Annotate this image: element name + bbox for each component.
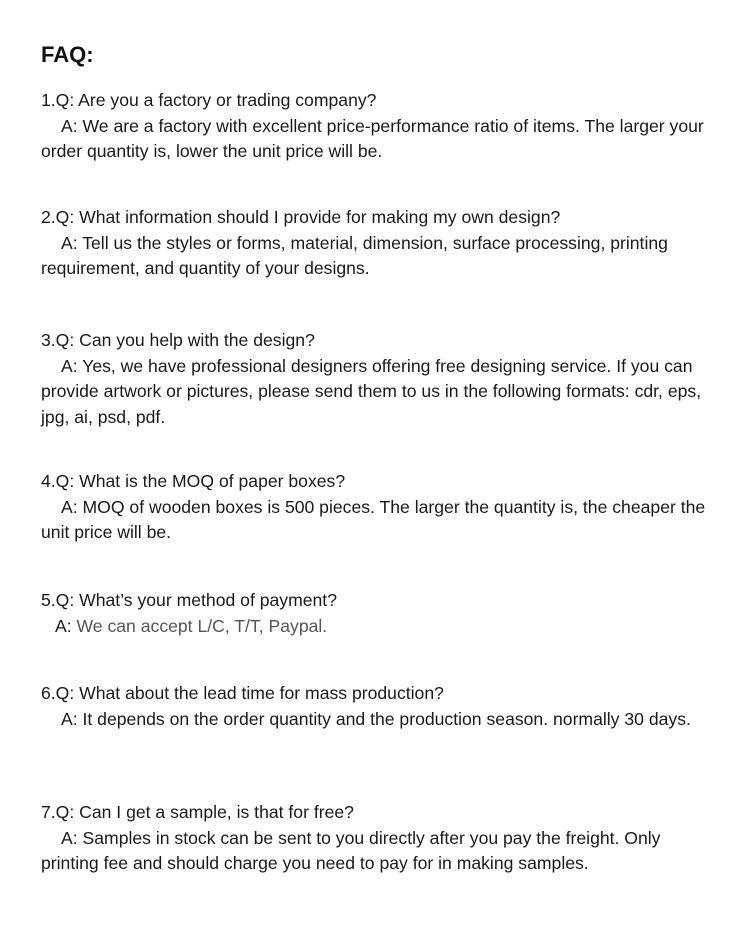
faq-answer — [41, 231, 713, 282]
faq-answer — [41, 826, 713, 877]
faq-answer — [41, 614, 713, 640]
answer-text: Yes, we have professional designers offering free designing service. If you can provide artwork or pictures, please send them to us in the following formats: cdr, eps, jpg, ai, psd, pdf. — [41, 355, 702, 427]
faq-item — [41, 205, 713, 282]
answer-prefix: A: — [55, 615, 72, 636]
faq-question: 4.Q: What is the MOQ of paper boxes? — [41, 471, 346, 491]
faq-question: 3.Q: Can you help with the design? — [41, 330, 315, 350]
faq-answer — [41, 495, 713, 546]
answer-text: It depends on the order quantity and the production season. normally 30 days. — [82, 708, 691, 729]
faq-answer — [41, 707, 713, 733]
answer-prefix: A: — [61, 496, 78, 517]
faq-question: 2.Q: What information should I provide for making my own design? — [41, 207, 561, 227]
answer-text: MOQ of wooden boxes is 500 pieces. The larger the quantity is, the cheaper the unit price will be. — [41, 496, 706, 542]
answer-text: We are a factory with excellent price-performance ratio of items. The larger your order quantity is, lower the unit price will be. — [41, 115, 704, 161]
faq-item — [41, 328, 713, 430]
answer-text: Samples in stock can be sent to you directly after you pay the freight. Only printing fee and should charge you need to pay for in making samples. — [41, 827, 661, 873]
faq-answer — [41, 354, 713, 431]
faq-item — [41, 681, 713, 732]
answer-prefix: A: — [61, 115, 78, 136]
page-title: FAQ: — [41, 42, 94, 67]
faq-item — [41, 588, 713, 639]
faq-item — [41, 800, 713, 877]
answer-prefix: A: — [61, 232, 78, 253]
faq-item — [41, 88, 713, 165]
faq-question: 5.Q: What’s your method of payment? — [41, 590, 337, 610]
faq-question: 6.Q: What about the lead time for mass production? — [41, 683, 444, 703]
faq-answer — [41, 114, 713, 165]
faq-question: 1.Q: Are you a factory or trading company? — [41, 90, 377, 110]
answer-text: Tell us the styles or forms, material, dimension, surface processing, printing requirement, and quantity of your designs. — [41, 232, 668, 278]
answer-prefix: A: — [61, 708, 78, 729]
faq-item — [41, 469, 713, 546]
answer-text: We can accept L/C, T/T, Paypal. — [76, 615, 328, 636]
faq-question: 7.Q: Can I get a sample, is that for free? — [41, 802, 354, 822]
answer-prefix: A: — [61, 827, 78, 848]
answer-prefix: A: — [61, 355, 78, 376]
